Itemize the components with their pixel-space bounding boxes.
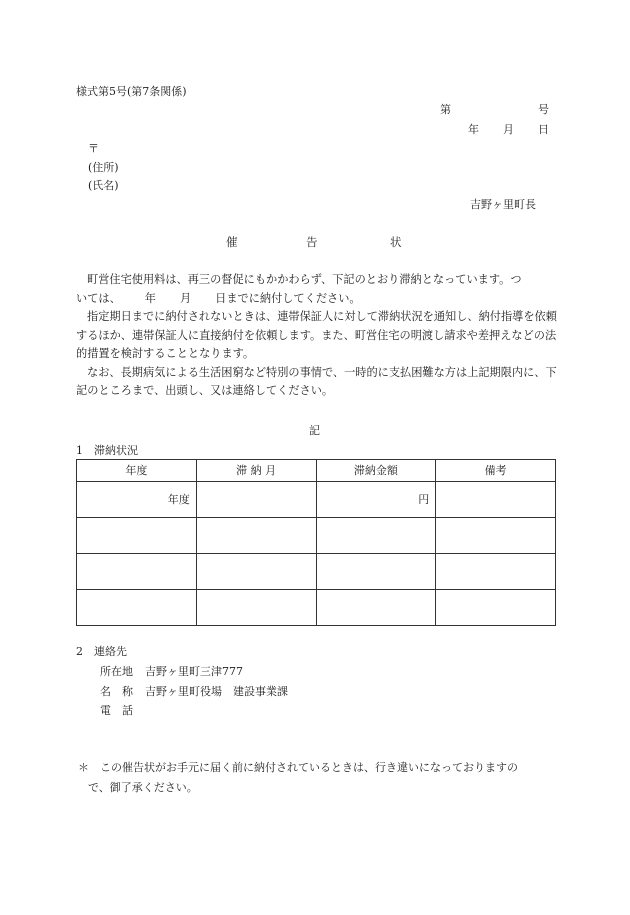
paragraph-1-line-1: 町営住宅使用料は、再三の督促にもかかわらず、下記のとおり滞納となっています。つ <box>87 273 522 286</box>
date-month: 月 <box>503 123 514 136</box>
remarks-cell <box>436 554 556 590</box>
table-row <box>77 590 556 626</box>
column-header-remarks: 備考 <box>436 460 556 482</box>
year-cell <box>77 554 197 590</box>
year-cell <box>77 590 197 626</box>
deadline-prefix: いては、 <box>76 291 121 305</box>
deadline-month: 月 <box>179 291 192 305</box>
paragraph-3: なお、長期病気による生活困窮など特別の事情で、一時的に支払困難な方は上記期限内に、下記のところまで、出頭し、又は連絡してください。 <box>76 365 557 397</box>
month-cell <box>196 482 316 518</box>
month-cell <box>196 554 316 590</box>
contact-row <box>100 686 288 697</box>
title-char-3: 状 <box>390 235 402 249</box>
note-mark: ＊ <box>78 761 89 774</box>
contact-label-phone: 電 話 <box>100 704 133 717</box>
paragraph-2: 指定期日までに納付されないときは、連帯保証人に対して滞納状況を通知し、納付指導を依頼するほか、連帯保証人に直接納付を依頼します。また、町営住宅の明渡し請求や差押えなどの法的措置を検討することとなります。 <box>76 310 557 360</box>
deadline-year: 年 <box>144 291 156 305</box>
doc-number-suffix: 号 <box>538 103 549 116</box>
sender: 吉野ヶ里町長 <box>470 198 536 211</box>
postal-mark: 〒 <box>88 142 99 155</box>
contact-label-address: 所在地 <box>100 665 133 678</box>
ki-mark: 記 <box>309 424 320 437</box>
column-header-amount: 滞納金額 <box>316 460 436 482</box>
name-label: (氏名) <box>88 179 119 192</box>
note-line-2: で、御了承ください。 <box>88 781 198 794</box>
date-year: 年 <box>468 123 479 136</box>
doc-number-prefix: 第 <box>440 103 451 116</box>
year-cell: 年度 <box>77 482 197 518</box>
address-label: (住所) <box>88 161 119 174</box>
contact-value-address: 吉野ヶ里町三津777 <box>145 665 243 678</box>
contact-row <box>100 666 243 677</box>
column-header-month: 滞 納 月 <box>196 460 316 482</box>
remarks-cell <box>436 518 556 554</box>
deadline-suffix: 日までに納付してください。 <box>215 291 361 305</box>
remarks-cell <box>436 590 556 626</box>
amount-cell: 円 <box>316 482 436 518</box>
column-header-year: 年度 <box>77 460 197 482</box>
table-header-row <box>77 460 556 482</box>
contact-value-name: 吉野ヶ里町役場 建設事業課 <box>145 685 288 698</box>
table-row <box>77 518 556 554</box>
form-number: 様式第5号(第7条関係) <box>76 85 187 98</box>
amount-cell <box>316 554 436 590</box>
table-row <box>77 482 556 518</box>
amount-cell <box>316 590 436 626</box>
title-char-2: 告 <box>306 235 318 249</box>
amount-cell <box>316 518 436 554</box>
month-cell <box>196 590 316 626</box>
note-line-1: この催告状がお手元に届く前に納付されているときは、行き違いになっておりますの <box>100 761 518 774</box>
section-1-title: 1 滞納状況 <box>76 444 138 457</box>
contact-row <box>100 705 145 716</box>
remarks-cell <box>436 482 556 518</box>
month-cell <box>196 518 316 554</box>
year-cell <box>77 518 197 554</box>
table-row <box>77 554 556 590</box>
date-day: 日 <box>538 123 549 136</box>
section-2-title: 2 連絡先 <box>76 645 127 658</box>
title-char-1: 催 <box>226 235 238 249</box>
paragraph-1-line-2 <box>76 290 558 309</box>
notice-body <box>76 271 558 401</box>
arrears-table <box>76 459 556 626</box>
contact-label-name: 名 称 <box>100 685 133 698</box>
